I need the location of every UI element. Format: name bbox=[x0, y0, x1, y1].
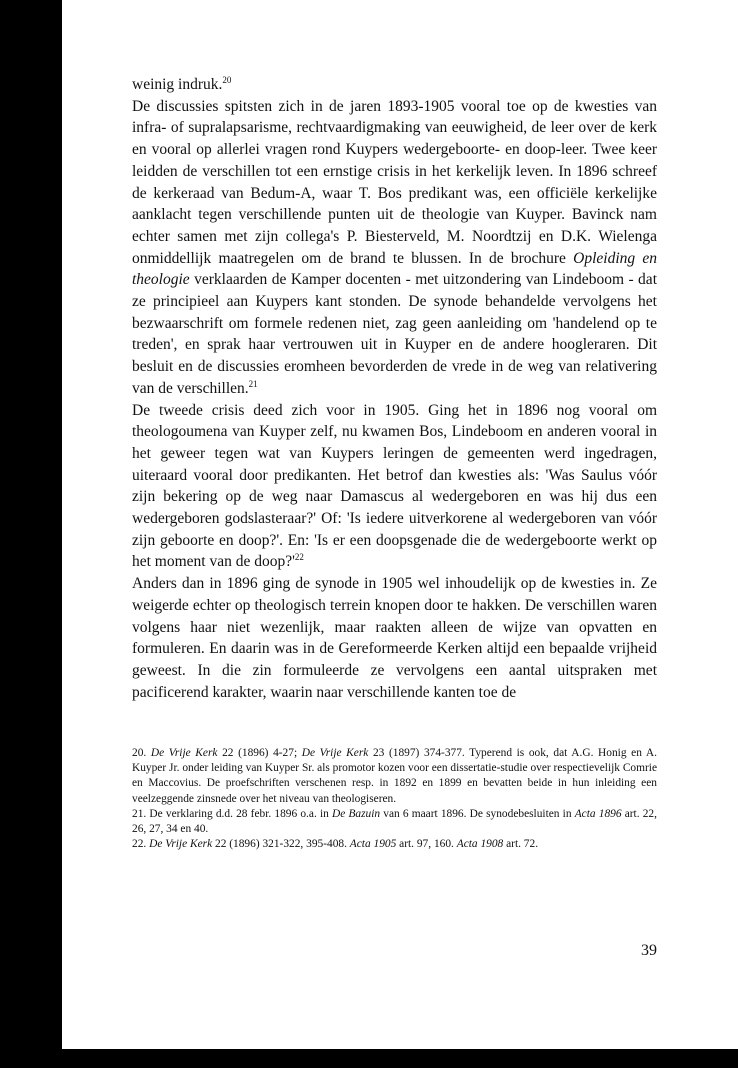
paragraph-1-text-a: De discussies spitsten zich in de jaren 1893-1905 vooral toe op de kwesties van infra- of supralapsarisme, rechtvaardigmaking van eeuwigheid, de leer over de kerk en vooral op allerlei vragen rond Kuypers wedergeboorte- en doop-leer. Twee keer leidden de verschillen tot een ernstige crisis in het kerkelijk leven. In 1896 schreef de kerkeraad van Bedum-A, waar T. Bos predikant was, een officiële kerkelijke aanklacht tegen verschillende punten uit de theologie van Kuyper. Bavinck nam echter samen met zijn collega's P. Biesterveld, M. Noordtzij en D.K. Wielenga onmiddellijk maatregelen om de brand te blussen. In de brochure bbox=[132, 97, 657, 267]
footnote-21-number: 21. bbox=[132, 807, 150, 820]
paragraph-3: Anders dan in 1896 ging de synode in 1905 wel inhoudelijk op de kwesties in. Ze weigerde echter op theologisch terrein knopen door te hakken. De verschillen waren volgens haar niet wezenlijk, maar raakten alleen de wijze van opvatten en formuleren. En daarin was in de Gereformeerde Kerken altijd een bepaalde vrijheid geweest. In die zin formuleerde ze vervolgens een aantal uitspraken met pacificerend karakter, waarin naar verschillende kanten toe de bbox=[132, 575, 657, 701]
scan-bottom-border bbox=[62, 1049, 738, 1068]
footnote-22-number: 22. bbox=[132, 838, 150, 851]
footnote-21-text-3: art. 22, 26, 27, 34 en 40. bbox=[132, 807, 657, 836]
footnote-ref-20: 20 bbox=[222, 75, 232, 85]
footnote-20-title-2: De Vrije Kerk bbox=[301, 747, 369, 759]
footnote-21-text-1: De verklaring d.d. 28 febr. 1896 o.a. in bbox=[149, 807, 332, 820]
footnote-22-title-2: Acta 1905 bbox=[349, 838, 397, 851]
footnotes bbox=[132, 746, 657, 852]
footnote-ref-21: 21 bbox=[248, 378, 258, 389]
footnote-21-title-2: Acta 1896 bbox=[574, 807, 622, 820]
scan-left-border bbox=[0, 0, 62, 1068]
page-number: 39 bbox=[641, 942, 657, 959]
footnote-21-text-2: van 6 maart 1896. De synodebesluiten in bbox=[380, 807, 575, 820]
footnote-21 bbox=[132, 807, 657, 837]
footnote-20-text-1: 22 (1896) 4-27; bbox=[217, 747, 302, 759]
footnote-22-text-3: art. 72. bbox=[503, 838, 539, 851]
paragraph-2-text: De tweede crisis deed zich voor in 1905. Ging het in 1896 nog vooral om theologoumena van Kuyper zelf, nu kwamen Bos, Lindeboom en anderen vooral in het geweer tegen wat van Kuypers leringen de gemeenten werd ingedragen, uiteraard vooral door predikanten. Het betrof dan kwesties als: 'Was Saulus vóór zijn bekering op de weg naar Damascus al wedergeboren en was hij dus een wedergeboren godslasteraar?' Of: 'Is iedere uitverkorene al wedergeboren van vóór zijn geboorte en doop?'. En: 'Is er een doopsgenade die de wedergeboorte werkt op het moment van de doop?' bbox=[132, 401, 657, 571]
footnote-22 bbox=[132, 837, 657, 852]
footnote-20-text-2: 23 (1897) 374-377. Typerend is ook, dat A.G. Honig en A. Kuyper Jr. onder leiding van Kuyper Sr. als promotor kozen voor een dissertatie-studie over respectievelijk Comrie en Maccovius. De proefschriften verschenen resp. in 1892 en 1899 en bevatten beide in hun inleiding een veelzeggende zinsnede over het niveau van theologiseren. bbox=[132, 747, 657, 805]
footnote-20-number: 20. bbox=[132, 747, 151, 759]
brochure-title: Opleiding en theologie bbox=[132, 249, 658, 289]
footnote-20-title-1: De Vrije Kerk bbox=[150, 747, 218, 759]
footnote-22-text-2: art. 97, 160. bbox=[396, 838, 457, 851]
paragraph-1-text-b: verklaarden de Kamper docenten - met uitzondering van Lindeboom - dat ze principieel aan Kuypers kant stonden. De synode behandelde vervolgens het bezwaarschrift om formele redenen niet, zag geen aanleiding om 'handelend op te treden', en sprak haar vertrouwen uit in Kuyper en de andere hoogleraren. Dit besluit en de discussies eromheen bevorderden de vrede in de weg van relativering van de verschillen. bbox=[132, 271, 657, 397]
paragraph-1 bbox=[132, 96, 657, 400]
footnote-22-text-1: 22 (1896) 321-322, 395-408. bbox=[212, 838, 350, 851]
footnote-20 bbox=[132, 746, 657, 807]
footnote-22-title-1: De Vrije Kerk bbox=[149, 838, 213, 851]
body-text bbox=[132, 74, 657, 703]
paragraph-0-text: weinig indruk. bbox=[132, 76, 223, 93]
paragraph-2 bbox=[132, 400, 657, 574]
footnote-ref-22: 22 bbox=[294, 552, 304, 563]
footnote-22-title-3: Acta 1908 bbox=[456, 838, 504, 851]
paragraph-0 bbox=[132, 74, 657, 96]
footnote-21-title-1: De Bazuin bbox=[332, 807, 381, 820]
